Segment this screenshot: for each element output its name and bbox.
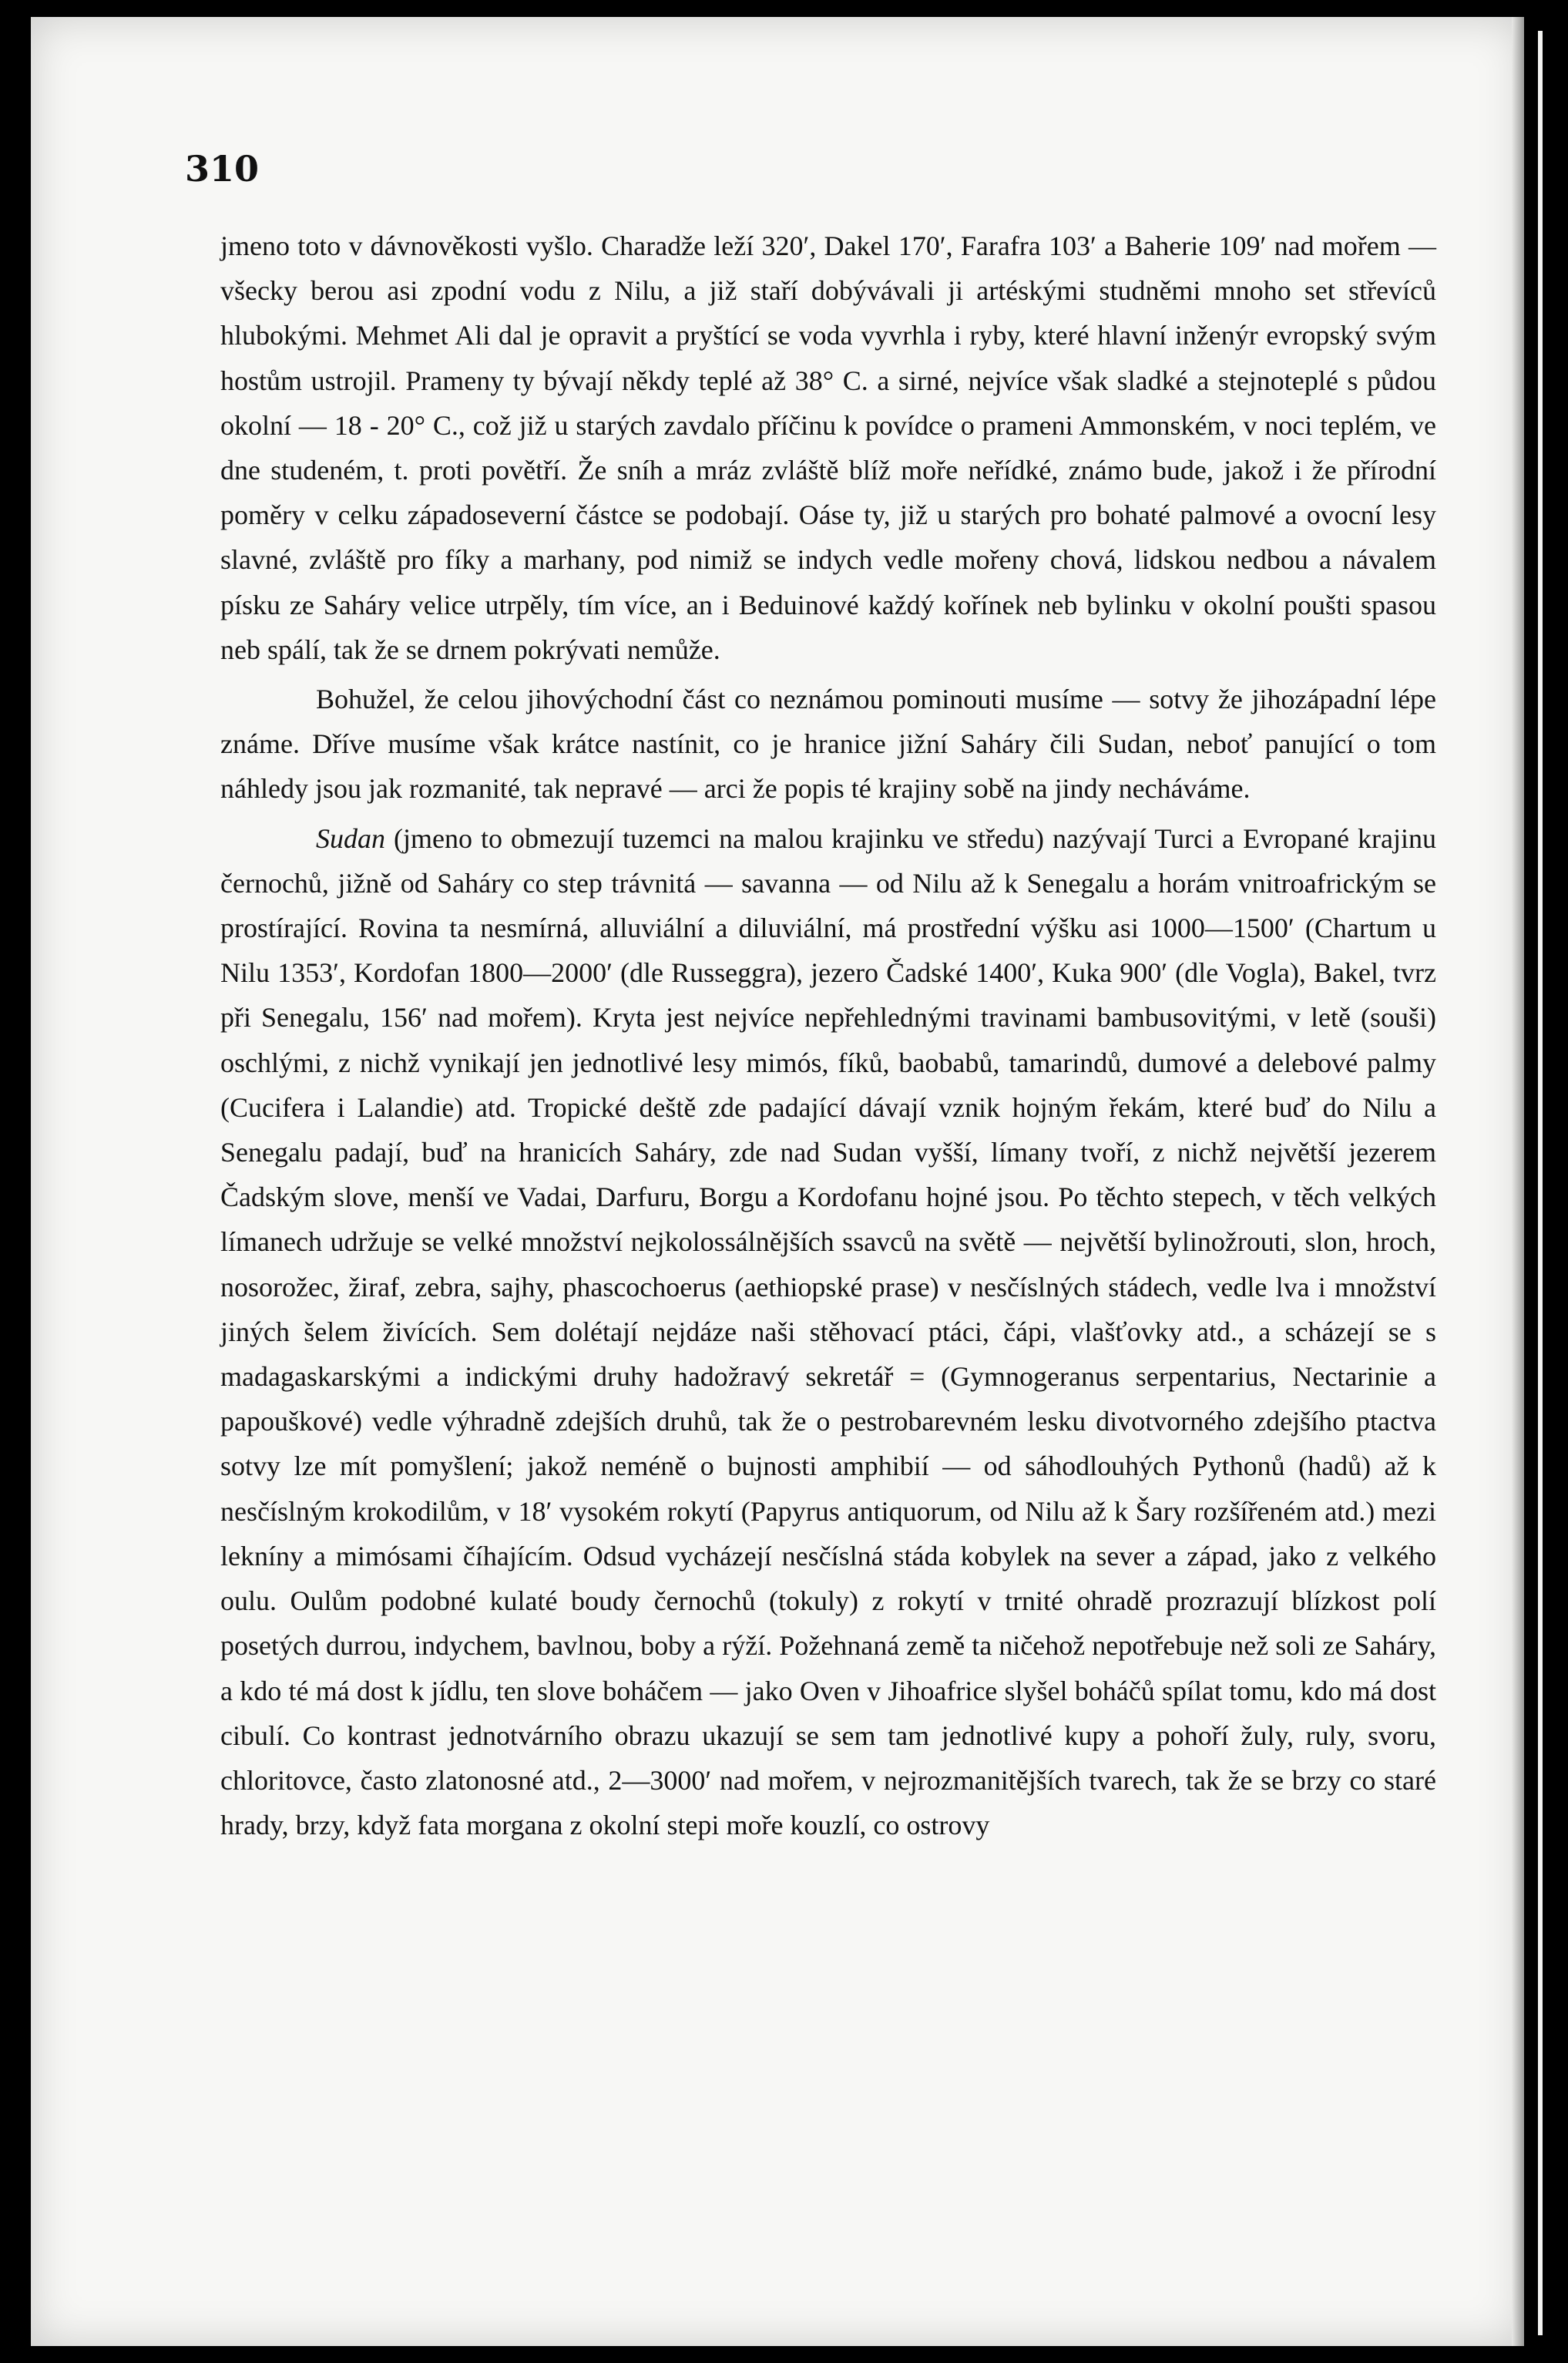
binding-gutter (1538, 31, 1543, 2335)
paragraph-3-text: (jmeno to obmezují tuzemci na malou krajinku ve středu) nazývají Turci a Evropané krajinu černochů, jižně od Saháry co step trávnitá — savanna — od Nilu až k Senegalu a horám vnitroafrickým se prostírající. Rovina ta nesmírná, alluviální a diluviální, má prostřední výšku asi 1000—1500′ (Chartum u Nilu 1353′, Kordofan 1800—2000′ (dle Russeggra), jezero Čadské 1400′, Kuka 900′ (dle Vogla), Bakel, tvrz při Senegalu, 156′ nad mořem). Kryta jest nejvíce nepřehlednými travinami bambusovitými, v letě (souši) oschlými, z nichž vynikají jen jednotlivé lesy mimós, fíků, baobabů, tamarindů, dumové a delebové palmy (Cucifera i Lalandie) atd. Tropické deště zde padající dávají vznik hojným řekám, které buď do Nilu a Senegalu padají, buď na hranicích Saháry, zde nad Sudan vyšší, límany tvoří, z nichž největší jezerem Čadským slove, menší ve Vadai, Darfuru, Borgu a Kordofanu hojné jsou. Po těchto stepech, v těch velkých límanech udržuje se velké množství nejkolossálnějších ssavců na světě — největší bylinožrouti, slon, hroch, nosorožec, žiraf, zebra, sajhy, phascochoerus (aethiopské prase) v nesčíslných stádech, vedle lva i množství jiných šelem živících. Sem dolétají nejdáze naši stěhovací ptáci, čápi, vlašťovky atd., a scházejí se s madagaskarskými a indickými druhy hadožravý sekretář = (Gymnogeranus serpentarius, Nectarinie a papouškové) vedle výhradně zdejších druhů, tak že o pestrobarevném lesku divotvorného zdejšího ptactva sotvy lze mít pomyšlení; jakož neméně o bujnosti amphibií — od sáhodlouhých Pythonů (hadů) až k nesčíslným krokodilům, v 18′ vysokém rokytí (Papyrus antiquorum, od Nilu až k Šary rozšířeném atd.) mezi lekníny a mimósami číhajícím. Odsud vycházejí nesčíslná stáda kobylek na sever a západ, jako z velkého oulu. Oulům podobné kulaté boudy černochů (tokuly) z rokytí v trnité ohradě prozrazují blízkost polí posetých durrou, indychem, bavlnou, boby a rýží. Požehnaná země ta ničehož nepotřebuje než soli ze Saháry, a kdo té má dost k jídlu, ten slove boháčem — jako Oven v Jihoafrice slyšel boháčů spílat tomu, kdo má dost cibulí. Co kontrast jednotvárního obrazu ukazují se sem tam jednotlivé kupy a pohoří žuly, ruly, svoru, chloritovce, často zlatonosné atd., 2—3000′ nad mořem, v nejrozmanitějších tvarech, tak že se brzy co staré hrady, brzy, když fata morgana z okolní stepi moře kouzlí, co ostrovy (220, 822, 1436, 1841)
body-text (220, 224, 1436, 1847)
paragraph-1: jmeno toto v dávnověkosti vyšlo. Charadže leží 320′, Dakel 170′, Farafra 103′ a Baherie 109′ nad mořem — všecky berou asi zpodní vodu z Nilu, a již staří dobývávali ji artéskými studněmi mnoho set střevíců hlubokými. Mehmet Ali dal je opravit a pryštící se voda vyvrhla i ryby, které hlavní inženýr evropský svým hostům ustrojil. Prameny ty bývají někdy teplé až 38° C. a sirné, nejvíce však sladké a stejnoteplé s půdou okolní — 18 - 20° C., což již u starých zavdalo příčinu k povídce o prameni Ammonském, v noci teplém, ve dne studeném, t. proti povětří. Že sníh a mráz zvláště blíž moře neřídké, známo bude, jakož i že přírodní poměry v celku západoseverní částce se podobají. Oáse ty, již u starých pro bohaté palmové a ovocní lesy slavné, zvláště pro fíky a marhany, pod nimiž se indych vedle mořeny chová, lidskou nedbou a návalem písku ze Saháry velice utrpěly, tím více, an i Beduinové každý kořínek neb bylinku v okolní poušti spasou neb spálí, tak že se drnem pokrývati nemůže. (220, 230, 1436, 665)
paragraph-3 (220, 816, 1436, 1848)
paragraph-2: Bohužel, že celou jihovýchodní část co neznámou pominouti musíme — sotvy že jihozápadní lépe známe. Dříve musíme však krátce nastínit, co je hranice jižní Saháry čili Sudan, neboť panující o tom náhledy jsou jak rozmanité, tak nepravé — arci že popis té krajiny sobě na jindy necháváme. (220, 684, 1436, 805)
page-number: 310 (185, 148, 260, 190)
sudan-term: Sudan (316, 822, 385, 854)
page-edge (1512, 17, 1524, 2346)
